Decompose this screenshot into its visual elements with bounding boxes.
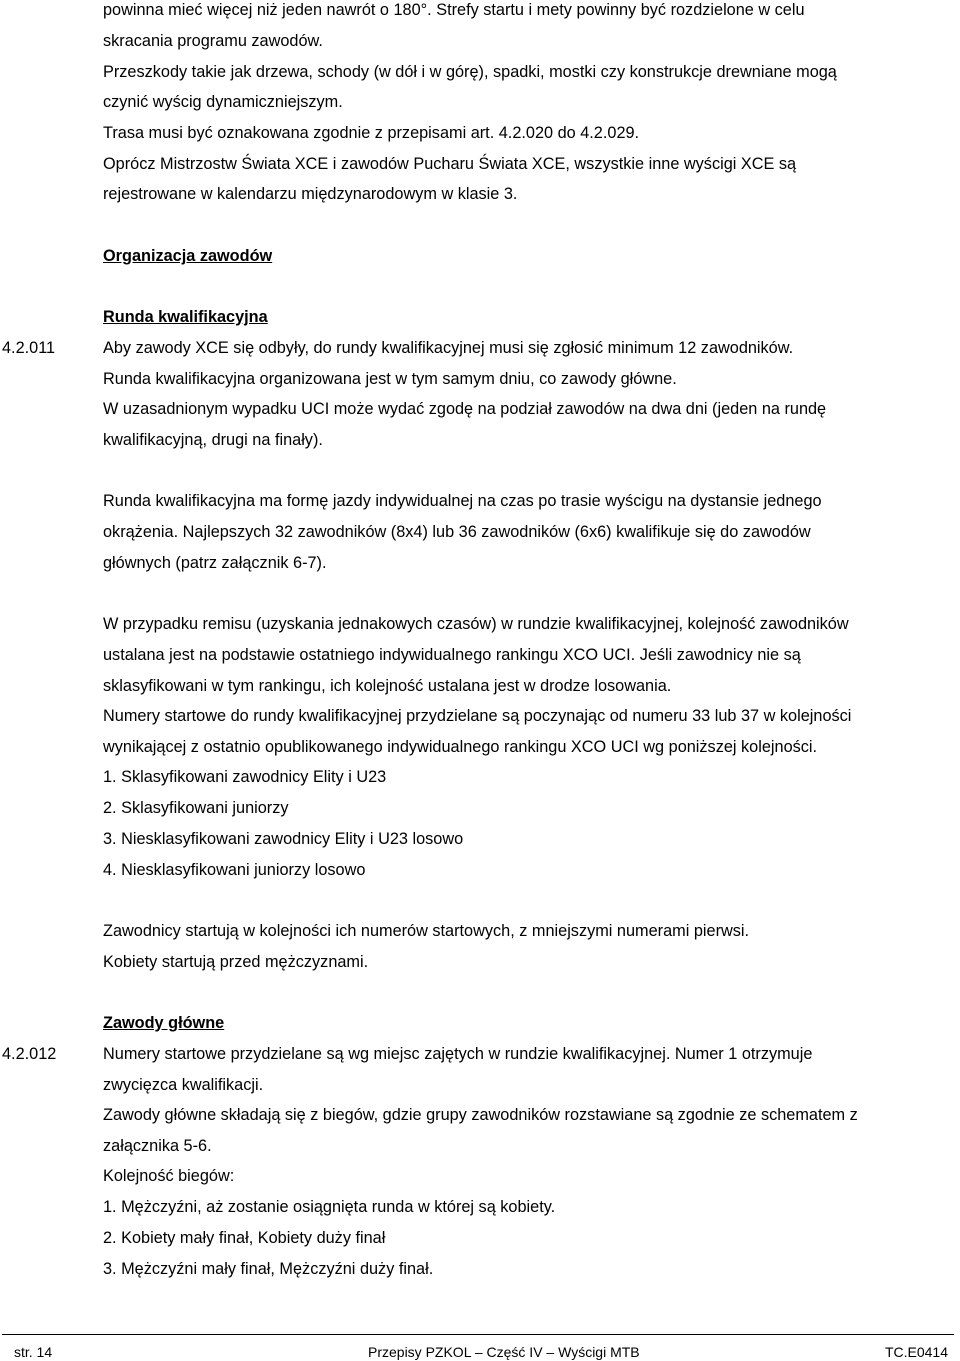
body-text-line: kwalifikacyjną, drugi na finały). (103, 431, 323, 449)
body-text-line: Numery startowe przydzielane są wg miejsc zajętych w rundzie kwalifikacyjnej. Numer 1 otrzymuje (103, 1045, 813, 1063)
body-text-line: W uzasadnionym wypadku UCI może wydać zgodę na podział zawodów na dwa dni (jeden na rundę (103, 400, 827, 418)
body-text-line: Zawodnicy startują w kolejności ich numerów startowych, z mniejszymi numerami pierwsi. (103, 922, 750, 940)
subsection-heading-qualification: Runda kwalifikacyjna (103, 308, 268, 326)
body-text-line: powinna mieć więcej niż jeden nawrót o 180°. Strefy startu i mety powinny być rozdzielone w celu (103, 1, 805, 19)
footer-page-number: str. 14 (14, 1344, 53, 1360)
body-text-line: okrążenia. Najlepszych 32 zawodników (8x4) lub 36 zawodników (6x6) kwalifikuje się do zawodów (103, 523, 811, 541)
body-text-line: Oprócz Mistrzostw Świata XCE i zawodów Pucharu Świata XCE, wszystkie inne wyścigi XCE są (103, 155, 797, 173)
body-text-line: skracania programu zawodów. (103, 32, 323, 50)
article-number: 4.2.012 (2, 1045, 57, 1063)
body-text-line: Runda kwalifikacyjna ma formę jazdy indywidualnej na czas po trasie wyścigu na dystansie jednego (103, 492, 822, 510)
footer-divider (2, 1334, 954, 1335)
footer-code: TC.E0414 (884, 1344, 948, 1360)
list-item: 1. Mężczyźni, aż zostanie osiągnięta runda w której są kobiety. (103, 1198, 556, 1216)
article-number: 4.2.011 (2, 339, 56, 357)
list-item: 2. Sklasyfikowani juniorzy (103, 799, 289, 817)
body-text-line: Kobiety startują przed mężczyznami. (103, 953, 369, 971)
section-heading: Organizacja zawodów (103, 247, 273, 265)
body-text-line: Runda kwalifikacyjna organizowana jest w tym samym dniu, co zawody główne. (103, 370, 677, 388)
body-text-line: Trasa musi być oznakowana zgodnie z przepisami art. 4.2.020 do 4.2.029. (103, 124, 640, 142)
body-text-line: Zawody główne składają się z biegów, gdzie grupy zawodników rozstawiane są zgodnie ze schematem z (103, 1106, 858, 1124)
body-text-line: zwycięzca kwalifikacji. (103, 1076, 264, 1094)
body-text-line: W przypadku remisu (uzyskania jednakowych czasów) w rundzie kwalifikacyjnej, kolejność zawodników (103, 615, 849, 633)
body-text-line: Przeszkody takie jak drzewa, schody (w dół i w górę), spadki, mostki czy konstrukcje drewniane mogą (103, 63, 837, 81)
body-text-line: głównych (patrz załącznik 6-7). (103, 554, 327, 572)
list-item: 2. Kobiety mały finał, Kobiety duży finał (103, 1229, 386, 1247)
body-text-line: wynikającej z ostatnio opublikowanego indywidualnego rankingu XCO UCI wg poniższej kolejności. (103, 738, 818, 756)
body-text-line: Kolejność biegów: (103, 1167, 235, 1185)
list-item: 3. Mężczyźni mały finał, Mężczyźni duży finał. (103, 1260, 434, 1278)
body-text-line: ustalana jest na podstawie ostatniego indywidualnego rankingu XCO UCI. Jeśli zawodnicy nie są (103, 646, 801, 664)
subsection-heading-main: Zawody główne (103, 1014, 225, 1032)
body-text-line: rejestrowane w kalendarzu międzynarodowym w klasie 3. (103, 185, 518, 203)
body-text-line: sklasyfikowani w tym rankingu, ich kolejność ustalana jest w drodze losowania. (103, 677, 672, 695)
body-text-line: czynić wyścig dynamiczniejszym. (103, 93, 343, 111)
body-text-line: Numery startowe do rundy kwalifikacyjnej przydzielane są poczynając od numeru 33 lub 37 w kolejności (103, 707, 852, 725)
body-text-line: Aby zawody XCE się odbyły, do rundy kwalifikacyjnej musi się zgłosić minimum 12 zawodników. (103, 339, 794, 357)
list-item: 4. Niesklasyfikowani juniorzy losowo (103, 861, 366, 879)
list-item: 3. Niesklasyfikowani zawodnicy Elity i U23 losowo (103, 830, 464, 848)
list-item: 1. Sklasyfikowani zawodnicy Elity i U23 (103, 768, 387, 786)
body-text-line: załącznika 5-6. (103, 1137, 212, 1155)
footer-title: Przepisy PZKOL – Część IV – Wyścigi MTB (368, 1344, 640, 1360)
